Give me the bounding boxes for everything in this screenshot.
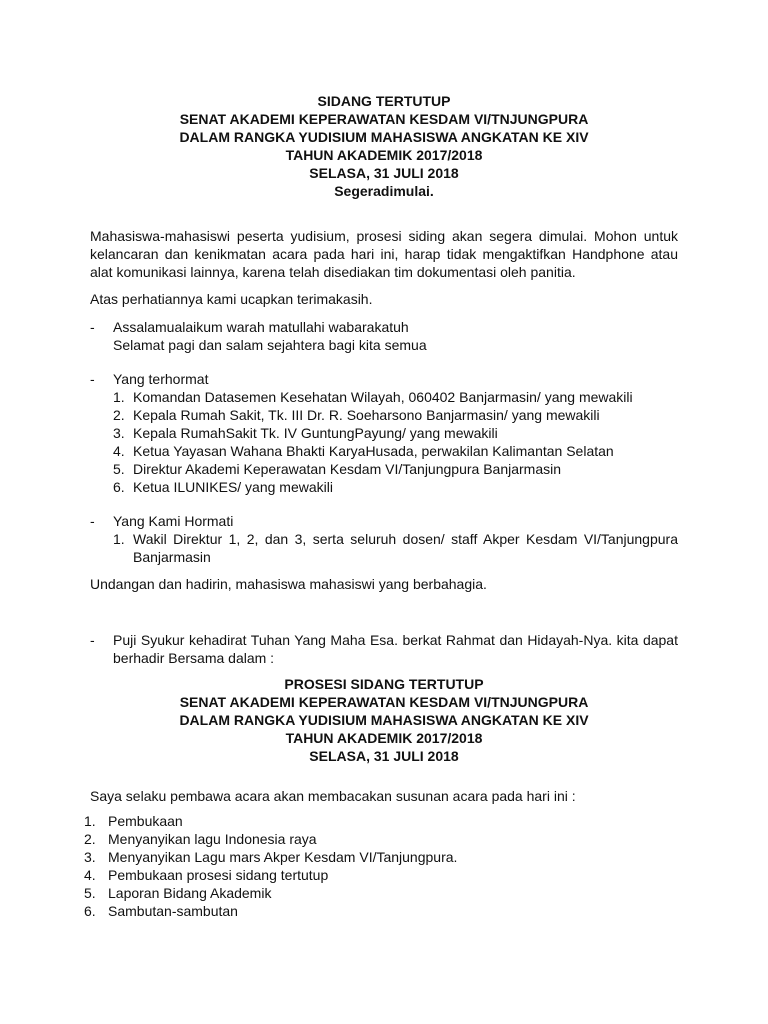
procession-heading [0, 675, 768, 765]
agenda-item: 5. Laporan Bidang Akademik [84, 885, 272, 901]
heading-line: PROSESI SIDANG TERTUTUP [284, 676, 484, 692]
respected-list [113, 530, 678, 566]
respected-label: Yang Kami Hormati [113, 513, 234, 529]
heading-line: TAHUN AKADEMIK 2017/2018 [285, 730, 483, 746]
gratitude-text: Puji Syukur kehadirat Tuhan Yang Maha Esa. berkat Rahmat dan Hidayah-Nya. kita dapat berhadir Bersama dalam : [113, 632, 678, 666]
agenda-item: 2. Menyanyikan lagu Indonesia raya [84, 831, 317, 847]
honored-list [113, 388, 678, 496]
greeting-block [113, 318, 678, 354]
list-item: 6. Ketua ILUNIKES/ yang mewakili [113, 479, 333, 495]
heading-line: SELASA, 31 JULI 2018 [309, 748, 459, 764]
bullet-dash: - [90, 371, 95, 387]
bullet-dash: - [90, 513, 95, 529]
honored-label: Yang terhormat [113, 371, 209, 387]
heading-line: DALAM RANGKA YUDISIUM MAHASISWA ANGKATAN KE XIV [179, 712, 589, 728]
thanks-text: Atas perhatiannya kami ucapkan terimakasih. [90, 291, 373, 307]
list-item: 5. Direktur Akademi Keperawatan Kesdam VI/Tanjungpura Banjarmasin [113, 461, 562, 477]
heading-line: SENAT AKADEMI KEPERAWATAN KESDAM VI/TNJUNGPURA [179, 111, 589, 127]
heading-line: SIDANG TERTUTUP [317, 93, 451, 109]
list-item: 1. Komandan Datasemen Kesehatan Wilayah, 060402 Banjarmasin/ yang mewakili [113, 389, 633, 405]
heading-line: Segeradimulai. [334, 183, 434, 199]
bullet-dash: - [90, 319, 95, 335]
heading-line: SENAT AKADEMI KEPERAWATAN KESDAM VI/TNJUNGPURA [179, 694, 589, 710]
bullet-dash: - [90, 632, 95, 648]
greeting-line: Selamat pagi dan salam sejahtera bagi kita semua [113, 337, 427, 353]
intro-paragraph: Mahasiswa-mahasiswi peserta yudisium, prosesi siding akan segera dimulai. Mohon untuk kelancaran dan kenikmatan acara pada hari ini, harap tidak mengaktifkan Handphone atau alat komunikasi lainnya, karena telah disediakan tim dokumentasi oleh panitia. [90, 228, 678, 280]
heading-line: SELASA, 31 JULI 2018 [309, 165, 459, 181]
agenda-intro: Saya selaku pembawa acara akan membacakan susunan acara pada hari ini : [90, 788, 576, 804]
invitation-text: Undangan dan hadirin, mahasiswa mahasiswi yang berbahagia. [90, 576, 487, 592]
agenda-item: 3. Menyanyikan Lagu mars Akper Kesdam VI/Tanjungpura. [84, 849, 458, 865]
list-item: 4. Ketua Yayasan Wahana Bhakti KaryaHusada, perwakilan Kalimantan Selatan [113, 443, 614, 459]
opening-heading [0, 92, 768, 200]
heading-line: TAHUN AKADEMIK 2017/2018 [285, 147, 483, 163]
greeting-line: Assalamualaikum warah matullahi wabarakatuh [113, 319, 409, 335]
list-item: 2. Kepala Rumah Sakit, Tk. III Dr. R. Soeharsono Banjarmasin/ yang mewakili [113, 407, 600, 423]
heading-line: DALAM RANGKA YUDISIUM MAHASISWA ANGKATAN KE XIV [179, 129, 589, 145]
agenda-item: 6. Sambutan-sambutan [84, 903, 238, 919]
list-item: 3. Kepala RumahSakit Tk. IV GuntungPayung/ yang mewakili [113, 425, 498, 441]
agenda-item: 1. Pembukaan [84, 813, 183, 829]
agenda-list [84, 812, 684, 920]
list-item: 1. Wakil Direktur 1, 2, dan 3, serta seluruh dosen/ staff Akper Kesdam VI/Tanjungpura Banjarmasin [113, 531, 678, 565]
agenda-item: 4. Pembukaan prosesi sidang tertutup [84, 867, 329, 883]
